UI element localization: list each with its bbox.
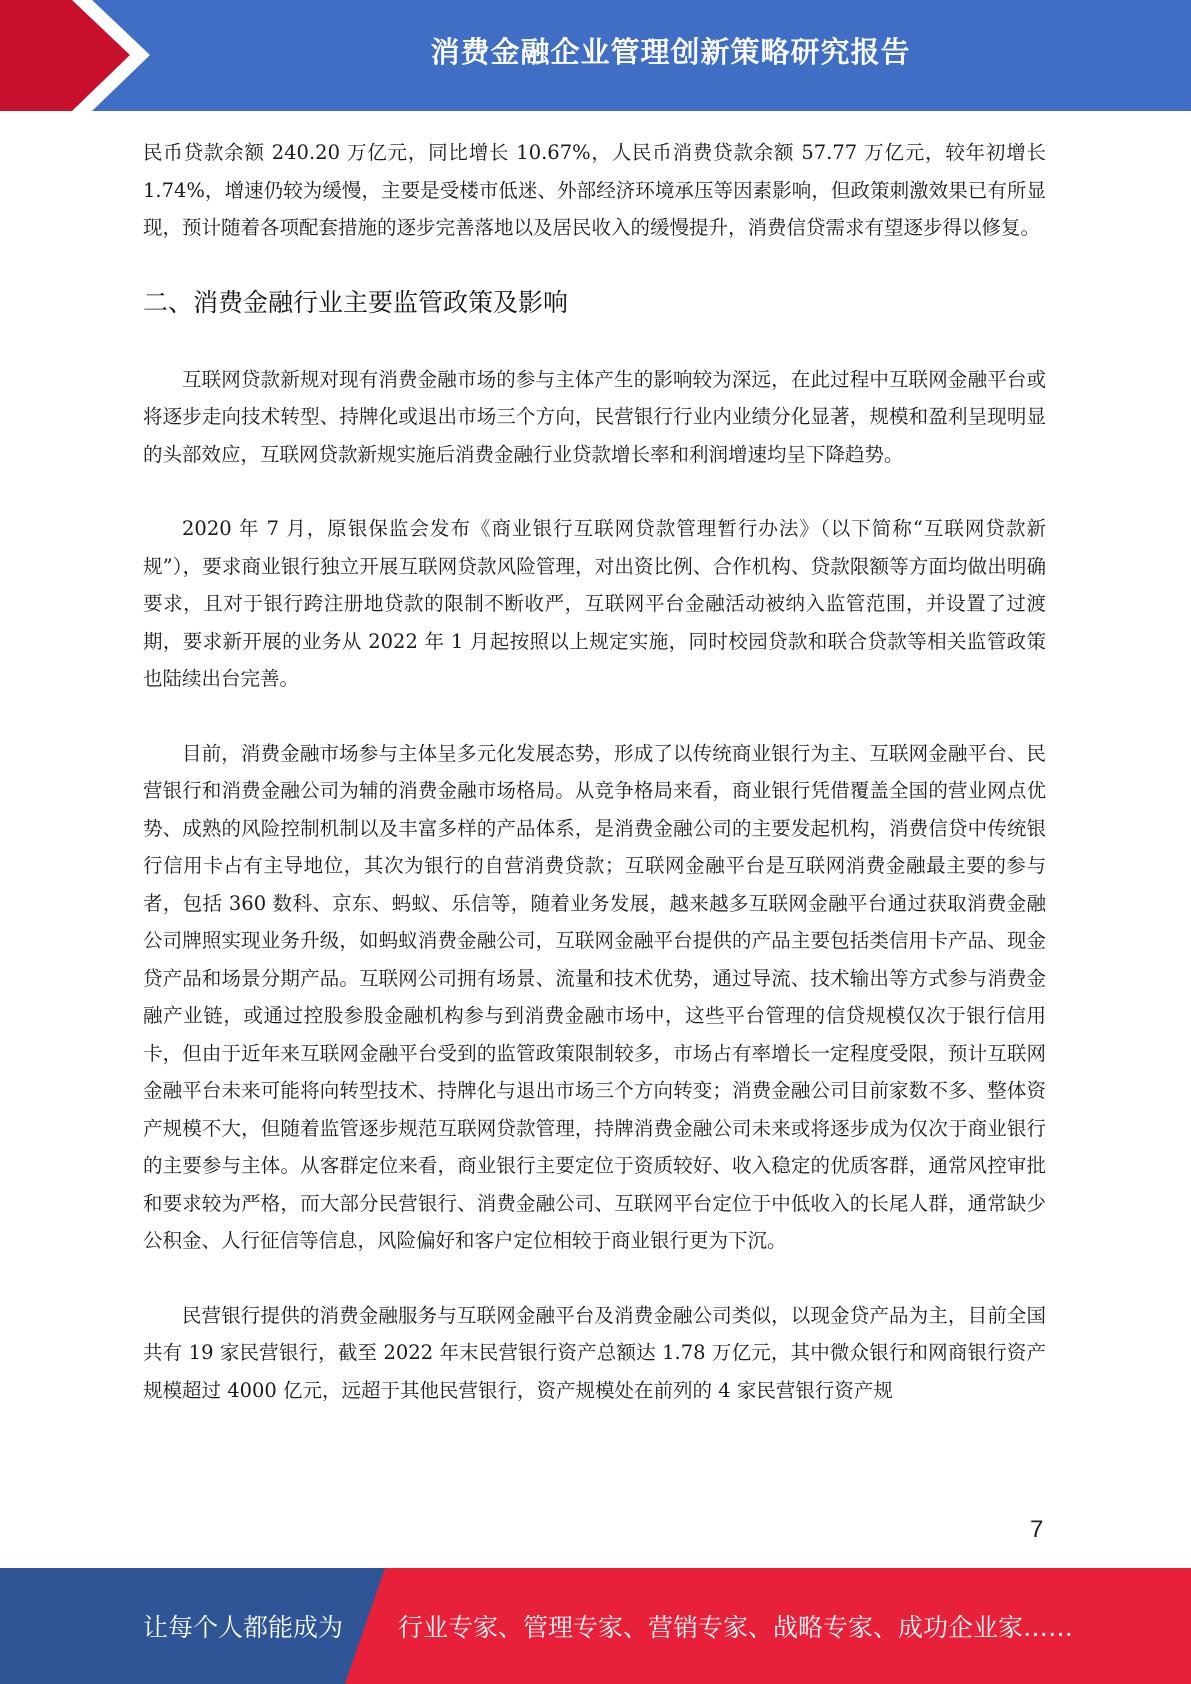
body-paragraph-1: 互联网贷款新规对现有消费金融市场的参与主体产生的影响较为深远，在此过程中互联网金融平台或将逐步走向技术转型、持牌化或退出市场三个方向，民营银行行业内业绩分化显著，规模和盈利呈现明显的头部效应，互联网贷款新规实施后消费金融行业贷款增长率和利润增速均呈下降趋势。 — [143, 367, 1046, 466]
body-paragraph-4: 民营银行提供的消费金融服务与互联网金融平台及消费金融公司类似，以现金贷产品为主，目前全国共有 19 家民营银行，截至 2022 年末民营银行资产总额达 1.78 万亿元，其中微众银行和网商银行资产规模超过 4000 亿元，远超于其他民营银行，资产规模处在前列的 4 家民营银行资产规 — [143, 1303, 1046, 1402]
page-number: 7 — [1030, 1516, 1044, 1543]
page-header — [0, 0, 1191, 111]
section-heading: 二、消费金融行业主要监管政策及影响 — [143, 287, 569, 317]
paragraph-spacer — [143, 473, 1046, 510]
body-paragraph-2: 2020 年 7 月，原银保监会发布《商业银行互联网贷款管理暂行办法》（以下简称“互联网贷款新规”），要求商业银行独立开展互联网贷款风险管理，对出资比例、合作机构、贷款限额等方面均做出明确要求，且对于银行跨注册地贷款的限制不断收严，互联网平台金融活动被纳入监管范围，并设置了过渡期，要求新开展的业务从 2022 年 1 月起按照以上规定实施，同时校园贷款和联合贷款等相关监管政策也陆续出台完善。 — [143, 517, 1046, 690]
paragraph-spacer — [143, 1260, 1046, 1297]
continued-paragraph: 民币贷款余额 240.20 万亿元，同比增长 10.67%，人民币消费贷款余额 57.77 万亿元，较年初增长 1.74%，增速仍较为缓慢，主要是受楼市低迷、外部经济环境承压等因素影响，但政策刺激效果已有所显现，预计随着各项配套措施的逐步完善落地以及居民收入的缓慢提升，消费信贷需求有望逐步得以修复。 — [143, 141, 1046, 239]
footer-slogan-left: 让每个人都能成为 — [143, 1613, 344, 1642]
page-footer — [0, 1568, 1191, 1684]
paragraph-spacer — [143, 698, 1046, 735]
document-body — [143, 134, 1046, 1409]
report-title: 消费金融企业管理创新策略研究报告 — [430, 34, 911, 69]
footer-slogan-right: 行业专家、管理专家、营销专家、战略专家、成功企业家…… — [398, 1613, 1074, 1642]
body-paragraph-3: 目前，消费金融市场参与主体呈多元化发展态势，形成了以传统商业银行为主、互联网金融平台、民营银行和消费金融公司为辅的消费金融市场格局。从竞争格局来看，商业银行凭借覆盖全国的营业网点优势、成熟的风险控制机制以及丰富多样的产品体系，是消费金融公司的主要发起机构，消费信贷中传统银行信用卡占有主导地位，其次为银行的自营消费贷款；互联网金融平台是互联网消费金融最主要的参与者，包括 360 数科、京东、蚂蚁、乐信等，随着业务发展，越来越多互联网金融平台通过获取消费金融公司牌照实现业务升级，如蚂蚁消费金融公司，互联网金融平台提供的产品主要包括类信用卡产品、现金贷产品和场景分期产品。互联网公司拥有场景、流量和技术优势，通过导流、技术输出等方式参与消费金融产业链，或通过控股参股金融机构参与到消费金融市场中，这些平台管理的信贷规模仅次于银行信用卡，但由于近年来互联网金融平台受到的监管政策限制较多，市场占有率增长一定程度受限，预计互联网金融平台未来可能将向转型技术、持牌化与退出市场三个方向转变；消费金融公司目前家数不多、整体资产规模不大，但随着监管逐步规范互联网贷款管理，持牌消费金融公司未来或将逐步成为仅次于商业银行的主要参与主体。从客群定位来看，商业银行主要定位于资质较好、收入稳定的优质客群，通常风控审批和要求较为严格，而大部分民营银行、消费金融公司、互联网平台定位于中低收入的长尾人群，通常缺少公积金、人行征信等信息，风险偏好和客户定位相较于商业银行更为下沉。 — [143, 741, 1046, 1252]
